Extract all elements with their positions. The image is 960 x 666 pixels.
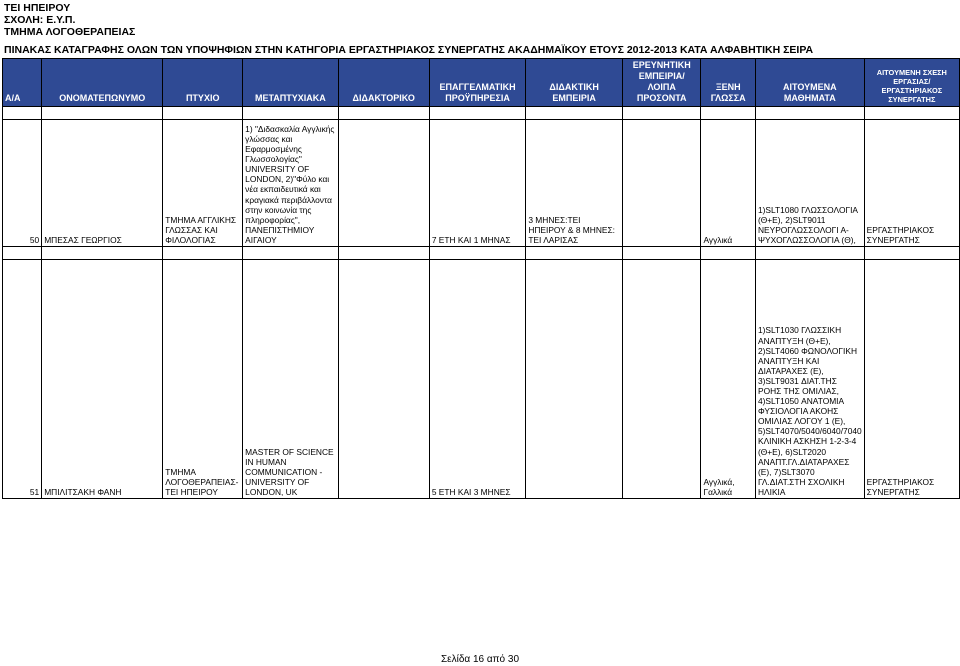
header-research: ΕΡΕΥΝΗΤΙΚΗ ΕΜΠΕΙΡΙΑ/ΛΟΙΠΑ ΠΡΟΣΟΝΤΑ xyxy=(622,59,701,107)
cell-doctorate xyxy=(338,120,429,247)
cell-research xyxy=(622,120,701,247)
spacer-row xyxy=(3,247,960,260)
header-name: ΟΝΟΜΑΤΕΠΩΝΥΜΟ xyxy=(42,59,163,107)
document-title: ΠΙΝΑΚΑΣ ΚΑΤΑΓΡΑΦΗΣ ΟΛΩΝ ΤΩΝ ΥΠΟΨΗΦΙΩΝ ΣΤΗΝ ΚΑΤΗΓΟΡΙΑ ΕΡΓΑΣΤΗΡΙΑΚΟΣ ΣΥΝΕΡΓΑΤΗΣ ΑΚΑΔΗΜΑΪΚΟΥ ΕΤΟΥΣ 2012-2013 ΚΑΤΑ ΑΛΦΑΒΗΤΙΚΗ ΣΕΙΡΑ xyxy=(4,44,814,56)
header-relation: ΑΙΤΟΥΜΕΝΗ ΣΧΕΣΗ ΕΡΓΑΣΙΑΣ/ΕΡΓΑΣΤΗΡΙΑΚΟΣ ΣΥΝΕΡΓΑΤΗΣ xyxy=(864,59,959,107)
header-aa: Α/Α xyxy=(3,59,42,107)
cell-postgrad: MASTER OF SCIENCE IN HUMAN COMMUNICATION - UNIVERSITY OF LONDON, UK xyxy=(243,260,338,499)
spacer-cell xyxy=(622,107,701,120)
cell-aa: 50 xyxy=(3,120,42,247)
cell-postgrad: 1) "Διδασκαλία Αγγλικής γλώσσας και Εφαρμοσμένης Γλωσσολογίας" UNIVERSITY OF LONDON, 2)"Φύλο και νέα εκπαιδευτικά και κραγιακά περιβάλλοντα στην κοινωνία της πληροφορίας", ΠΑΝΕΠΙΣΤΗΜΙΟΥ ΑΙΓΑΙΟΥ xyxy=(243,120,338,247)
spacer-cell xyxy=(526,247,623,260)
spacer-cell xyxy=(338,247,429,260)
table-row xyxy=(3,120,960,247)
spacer-cell xyxy=(338,107,429,120)
candidates-table xyxy=(2,58,960,499)
cell-doctorate xyxy=(338,260,429,499)
cell-courses: 1)SLT1080 ΓΛΩΣΣΟΛΟΓΙΑ (Θ+Ε), 2)SLT9011 ΝΕΥΡΟΓΛΩΣΣΟΛΟΓΙ Α-ΨΥΧΟΓΛΩΣΣΟΛΟΓΙΑ (Θ), xyxy=(755,120,864,247)
table-row xyxy=(3,260,960,499)
header-doctorate: ΔΙΔΑΚΤΟΡΙΚΟ xyxy=(338,59,429,107)
cell-research xyxy=(622,260,701,499)
cell-language: Αγγλικά xyxy=(701,120,756,247)
institution-name: ΤΕΙ ΗΠΕΙΡΟΥ xyxy=(4,2,71,14)
spacer-cell xyxy=(701,247,756,260)
spacer-cell xyxy=(701,107,756,120)
spacer-cell xyxy=(163,247,243,260)
cell-professional: 7 ΕΤΗ ΚΑΙ 1 ΜΗΝΑΣ xyxy=(429,120,526,247)
spacer-cell xyxy=(864,247,959,260)
spacer-cell xyxy=(864,107,959,120)
cell-degree: ΤΜΗΜΑ ΑΓΓΛΙΚΗΣ ΓΛΩΣΣΑΣ ΚΑΙ ΦΙΛΟΛΟΓΙΑΣ xyxy=(163,120,243,247)
cell-relation: ΕΡΓΑΣΤΗΡΙΑΚΟΣ ΣΥΝΕΡΓΑΤΗΣ xyxy=(864,260,959,499)
spacer-cell xyxy=(243,247,338,260)
header-professional: ΕΠΑΓΓΕΛΜΑΤΙΚΗ ΠΡΟΫΠΗΡΕΣΙΑ xyxy=(429,59,526,107)
spacer-cell xyxy=(526,107,623,120)
spacer-cell xyxy=(243,107,338,120)
spacer-cell xyxy=(429,247,526,260)
spacer-cell xyxy=(755,247,864,260)
spacer-cell xyxy=(163,107,243,120)
spacer-cell xyxy=(755,107,864,120)
cell-degree: ΤΜΗΜΑ ΛΟΓΟΘΕΡΑΠΕΙΑΣ-ΤΕΙ ΗΠΕΙΡΟΥ xyxy=(163,260,243,499)
school-name: ΣΧΟΛΗ: Ε.Υ.Π. xyxy=(4,14,76,26)
cell-aa: 51 xyxy=(3,260,42,499)
spacer-cell xyxy=(3,247,42,260)
cell-name: ΜΠΕΣΑΣ ΓΕΩΡΓΙΟΣ xyxy=(42,120,163,247)
cell-name: ΜΠΙΛΙΤΣΑΚΗ ΦΑΝΗ xyxy=(42,260,163,499)
spacer-cell xyxy=(3,107,42,120)
header-courses: ΑΙΤΟΥΜΕΝΑ ΜΑΘΗΜΑΤΑ xyxy=(755,59,864,107)
spacer-cell xyxy=(622,247,701,260)
table-header-row xyxy=(3,59,960,107)
spacer-row xyxy=(3,107,960,120)
header-teaching: ΔΙΔΑΚΤΙΚΗ ΕΜΠΕΙΡΙΑ xyxy=(526,59,623,107)
spacer-cell xyxy=(42,247,163,260)
header-degree: ΠΤΥΧΙΟ xyxy=(163,59,243,107)
cell-teaching xyxy=(526,260,623,499)
cell-courses: 1)SLT1030 ΓΛΩΣΣΙΚΗ ΑΝΑΠΤΥΞΗ (Θ+Ε), 2)SLT4060 ΦΩΝΟΛΟΓΙΚΗ ΑΝΑΠΤΥΞΗ ΚΑΙ ΔΙΑΤΑΡΑΧΕΣ (Ε), 3)SLT9031 ΔΙΑΤ.ΤΗΣ ΡΟΗΣ ΤΗΣ ΟΜΙΛΙΑΣ, 4)SLT1050 ΑΝΑΤΟΜΙΑ ΦΥΣΙΟΛΟΓΙΑ ΑΚΟΗΣ ΟΜΙΛΙΑΣ ΛΟΓΟΥ 1 (Ε), 5)SLT4070/5040/6040/7040 ΚΛΙΝΙΚΗ ΑΣΚΗΣΗ 1-2-3-4 (Θ+Ε), 6)SLT2020 ΑΝΑΠΤ.ΓΛ.ΔΙΑΤΑΡΑΧΕΣ (Ε), 7)SLT3070 ΓΛ.ΔΙΑΤ.ΣΤΗ ΣΧΟΛΙΚΗ ΗΛΙΚΙΑ xyxy=(755,260,864,499)
cell-language: Αγγλικά, Γαλλικά xyxy=(701,260,756,499)
department-name: ΤΜΗΜΑ ΛΟΓΟΘΕΡΑΠΕΙΑΣ xyxy=(4,26,136,38)
cell-professional: 5 ΕΤΗ ΚΑΙ 3 ΜΗΝΕΣ xyxy=(429,260,526,499)
cell-relation: ΕΡΓΑΣΤΗΡΙΑΚΟΣ ΣΥΝΕΡΓΑΤΗΣ xyxy=(864,120,959,247)
page-number: Σελίδα 16 από 30 xyxy=(440,654,520,665)
header-postgrad: ΜΕΤΑΠΤΥΧΙΑΚΑ xyxy=(243,59,338,107)
spacer-cell xyxy=(429,107,526,120)
spacer-cell xyxy=(42,107,163,120)
header-language: ΞΕΝΗ ΓΛΩΣΣΑ xyxy=(701,59,756,107)
cell-teaching: 3 ΜΗΝΕΣ:ΤΕΙ ΗΠΕΙΡΟΥ & 8 ΜΗΝΕΣ: ΤΕΙ ΛΑΡΙΣΑΣ xyxy=(526,120,623,247)
